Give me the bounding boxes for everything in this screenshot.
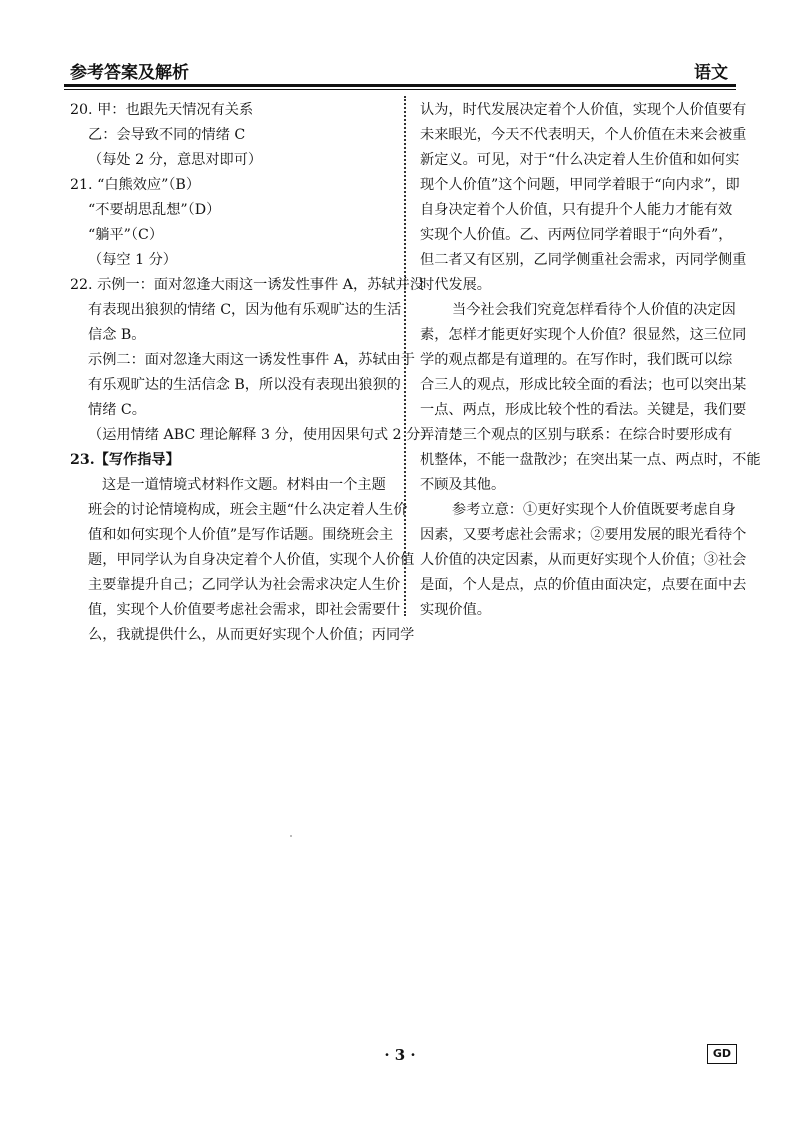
left-column	[70, 98, 435, 648]
q23-heading: 23.【写作指导】	[70, 452, 180, 468]
right-column	[420, 98, 761, 623]
page-number: · 3 ·	[384, 1046, 416, 1064]
right-para1-line6: 实现个人价值。乙、丙两位同学着眼于“向外看”，	[420, 227, 733, 243]
edition-badge: GD	[707, 1044, 737, 1064]
right-para1-line2: 未来眼光，今天不代表明天，个人价值在未来会被重	[420, 127, 747, 143]
q23-para1-line7: 么，我就提供什么，从而更好实现个人价值；丙同学	[88, 627, 415, 643]
right-para2-line1: 当今社会我们究竟怎样看待个人价值的决定因	[452, 302, 736, 318]
header-rule-thick	[64, 84, 736, 87]
q20-scoring: （每处 2 分，意思对即可）	[88, 152, 263, 168]
q23-para1-line3: 值和如何实现个人价值”是写作话题。围绕班会主	[88, 527, 394, 543]
right-para1-line7: 但二者又有区别，乙同学侧重社会需求，丙同学侧重	[420, 252, 747, 268]
right-para2-line4: 合三人的观点，形成比较全面的看法；也可以突出某	[420, 377, 747, 393]
page-header	[64, 54, 736, 84]
q22-example2-line2: 有乐观旷达的生活信念 B，所以没有表现出狼狈的	[88, 377, 401, 393]
q22-example1-line2: 有表现出狼狈的情绪 C，因为他有乐观旷达的生活	[88, 302, 402, 318]
right-para3-line2: 因素，又要考虑社会需求；②要用发展的眼光看待个	[420, 527, 747, 543]
header-title: 参考答案及解析	[70, 63, 189, 83]
q21-scoring: （每空 1 分）	[88, 252, 177, 268]
right-para3-line1: 参考立意：①更好实现个人价值既要考虑自身	[452, 502, 736, 518]
column-divider	[404, 96, 406, 616]
right-para2-line7: 机整体，不能一盘散沙；在突出某一点、两点时，不能	[420, 452, 761, 468]
q23-para1-line5: 主要靠提升自己；乙同学认为社会需求决定人生价	[88, 577, 401, 593]
q20-answer-b: 乙：会导致不同的情绪 C	[88, 127, 246, 143]
right-para3-line5: 实现价值。	[420, 602, 491, 618]
q21-answer-c: “躺平”（C）	[88, 227, 164, 243]
q23-para1-line6: 值，实现个人价值要考虑社会需求，即社会需要什	[88, 602, 401, 618]
q22-example2-line3: 情绪 C。	[88, 402, 146, 418]
right-para2-line2: 素，怎样才能更好实现个人价值？很显然，这三位同	[420, 327, 747, 343]
q23-para1-line1: 这是一道情境式材料作文题。材料由一个主题	[102, 477, 386, 493]
right-para2-line5: 一点、两点，形成比较个性的看法。关键是，我们要	[420, 402, 747, 418]
q21-answer: 21. “白熊效应”（B）	[70, 177, 201, 193]
right-para2-line6: 弄清楚三个观点的区别与联系：在综合时要形成有	[420, 427, 733, 443]
header-subject: 语文	[694, 63, 728, 83]
q21-answer-d: “不要胡思乱想”（D）	[88, 202, 221, 218]
right-para2-line3: 学的观点都是有道理的。在写作时，我们既可以综	[420, 352, 733, 368]
right-para1-line5: 自身决定着个人价值，只有提升个人能力才能有效	[420, 202, 733, 218]
right-para1-line8: 时代发展。	[420, 277, 491, 293]
q20-answer: 20. 甲：也跟先天情况有关系	[70, 102, 254, 118]
header-rule-thin	[64, 89, 736, 90]
scan-speck	[290, 835, 292, 837]
q23-para1-line4: 题，甲同学认为自身决定着个人价值，实现个人价值	[88, 552, 415, 568]
q23-para1-line2: 班会的讨论情境构成，班会主题“什么决定着人生价	[88, 502, 408, 518]
right-para3-line4: 是面，个人是点，点的价值由面决定，点要在面中去	[420, 577, 747, 593]
q22-example2-line1: 示例二：面对忽逢大雨这一诱发性事件 A，苏轼由于	[88, 352, 415, 368]
right-para1-line1: 认为，时代发展决定着个人价值，实现个人价值要有	[420, 102, 747, 118]
right-para2-line8: 不顾及其他。	[420, 477, 506, 493]
q22-example1-line3: 信念 B。	[88, 327, 146, 343]
right-para1-line3: 新定义。可见，对于“什么决定着人生价值和如何实	[420, 152, 740, 168]
q22-scoring: （运用情绪 ABC 理论解释 3 分，使用因果句式 2 分）	[88, 427, 435, 443]
q22-example1-line1: 22. 示例一：面对忽逢大雨这一诱发性事件 A，苏轼并没	[70, 277, 424, 293]
right-para1-line4: 现个人价值”这个问题，甲同学着眼于“向内求”，即	[420, 177, 740, 193]
right-para3-line3: 人价值的决定因素，从而更好实现个人价值；③社会	[420, 552, 747, 568]
